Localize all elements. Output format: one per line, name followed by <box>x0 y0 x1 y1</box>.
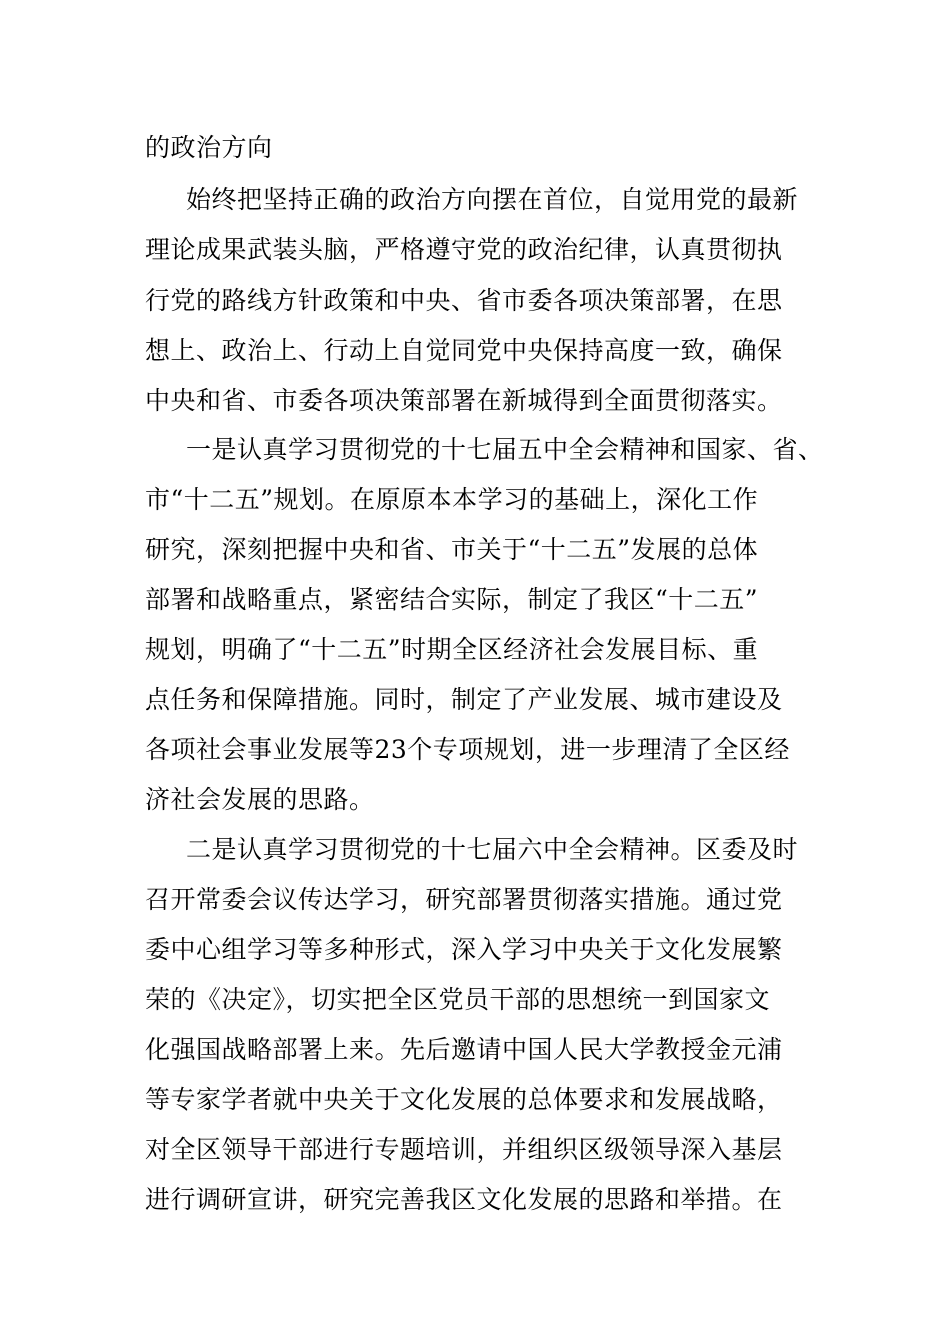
text-line: 点任务和保障措施。同时，制定了产业发展、城市建设及 <box>145 685 783 714</box>
text-line: 进行调研宣讲，研究完善我区文化发展的思路和举措。在 <box>145 1185 783 1214</box>
text-line: 行党的路线方针政策和中央、省市委各项决策部署，在思 <box>145 286 783 315</box>
text-line: 想上、政治上、行动上自觉同党中央保持高度一致，确保 <box>145 336 783 365</box>
text-line: 各项社会事业发展等23个专项规划，进一步理清了全区经 <box>145 735 790 764</box>
text-line: 化强国战略部署上来。先后邀请中国人民大学教授金元浦 <box>145 1035 783 1064</box>
text-line: 市“十二五”规划。在原原本本学习的基础上，深化工作 <box>145 485 759 514</box>
text-line: 济社会发展的思路。 <box>145 785 375 814</box>
paragraph-start-line: 二是认真学习贯彻党的十七届六中全会精神。区委及时 <box>186 835 799 864</box>
paragraph-start-line: 一是认真学习贯彻党的十七届五中全会精神和国家、省、 <box>186 435 824 464</box>
text-line: 中央和省、市委各项决策部署在新城得到全面贯彻落实。 <box>145 386 783 415</box>
text-line: 委中心组学习等多种形式，深入学习中央关于文化发展繁 <box>145 935 783 964</box>
text-line: 理论成果武装头脑，严格遵守党的政治纪律，认真贯彻执 <box>145 235 783 264</box>
text-line: 召开常委会议传达学习，研究部署贯彻落实措施。通过党 <box>145 885 783 914</box>
text-line: 等专家学者就中央关于文化发展的总体要求和发展战略， <box>145 1085 783 1114</box>
text-line: 规划，明确了“十二五”时期全区经济社会发展目标、重 <box>145 635 759 664</box>
text-line: 的政治方向 <box>145 133 273 162</box>
paragraph-start-line: 始终把坚持正确的政治方向摆在首位，自觉用党的最新 <box>186 185 799 214</box>
text-line: 对全区领导干部进行专题培训，并组织区级领导深入基层 <box>145 1135 783 1164</box>
text-line: 研究，深刻把握中央和省、市关于“十二五”发展的总体 <box>145 535 759 564</box>
text-line: 部署和战略重点，紧密结合实际，制定了我区“十二五” <box>145 585 759 614</box>
text-line: 荣的《决定》，切实把全区党员干部的思想统一到国家文 <box>145 985 771 1014</box>
